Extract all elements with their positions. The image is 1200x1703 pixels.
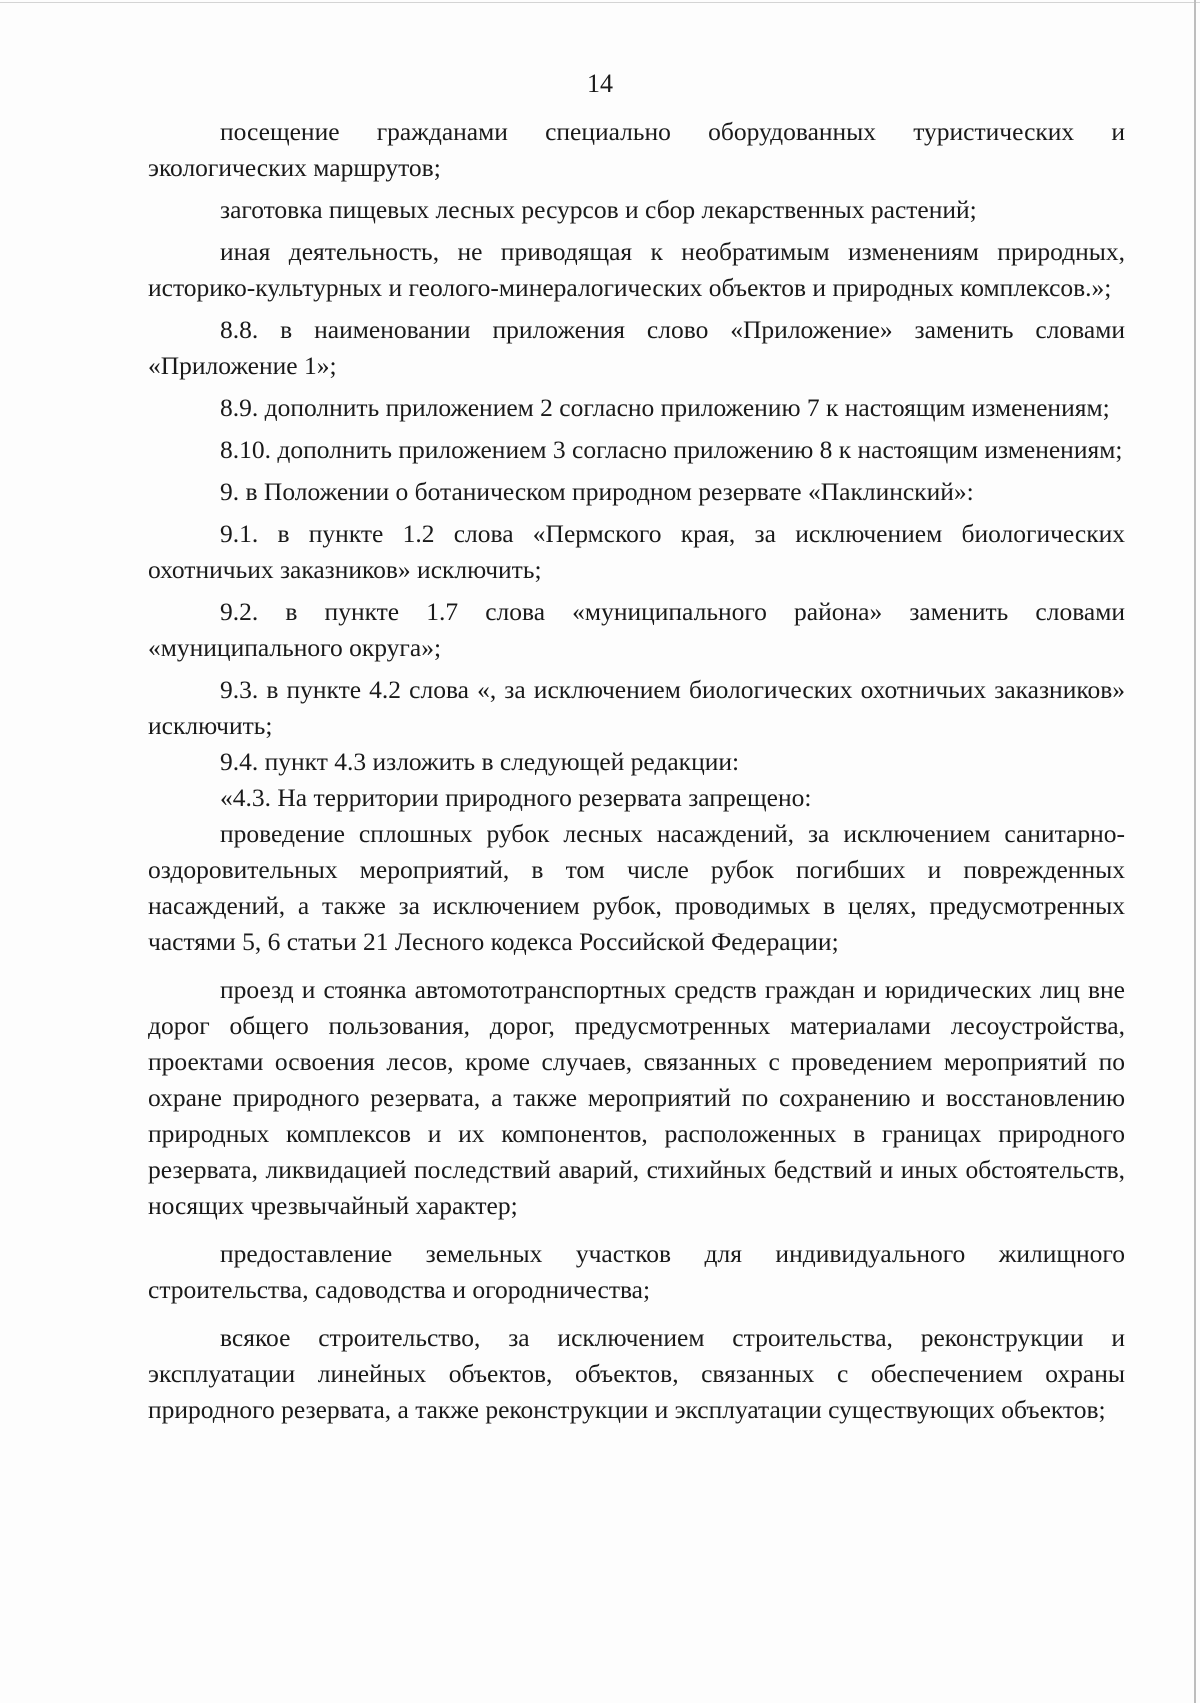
paragraph: 9.2. в пункте 1.7 слова «муниципального района» заменить словами «муниципального округа»; bbox=[148, 597, 1125, 662]
paragraph: 8.9. дополнить приложением 2 согласно приложению 7 к настоящим изменениям; bbox=[220, 393, 1110, 422]
paragraph: «4.3. На территории природного резервата запрещено: bbox=[220, 783, 812, 812]
paragraph: 9.1. в пункте 1.2 слова «Пермского края, за исключением биологических охотничьих заказников» исключить; bbox=[148, 519, 1125, 584]
paragraph: проведение сплошных рубок лесных насаждений, за исключением санитарно-оздоровительных мероприятий, в том числе рубок погибших и поврежденных насаждений, а также за исключением рубок, проводимых в целях, предусмотренных частями 5, 6 статьи 21 Лесного кодекса Российской Федерации; bbox=[148, 819, 1125, 956]
paragraph: иная деятельность, не приводящая к необратимым изменениям природных, историко-культурных и геолого-минералогических объектов и природных комплексов.»; bbox=[148, 237, 1125, 302]
paragraph: заготовка пищевых лесных ресурсов и сбор лекарственных растений; bbox=[220, 195, 977, 224]
paragraph: посещение гражданами специально оборудованных туристических и экологических маршрутов; bbox=[148, 117, 1125, 182]
scan-edge-right bbox=[1194, 0, 1196, 1703]
paragraph: предоставление земельных участков для индивидуального жилищного строительства, садоводства и огородничества; bbox=[148, 1239, 1125, 1304]
paragraph: 9.3. в пункте 4.2 слова «, за исключением биологических охотничьих заказников» исключить; bbox=[148, 675, 1125, 740]
paragraph: 9. в Положении о ботаническом природном резервате «Паклинский»: bbox=[220, 477, 974, 506]
paragraph: 8.8. в наименовании приложения слово «Приложение» заменить словами «Приложение 1»; bbox=[148, 315, 1125, 380]
paragraph: проезд и стоянка автомототранспортных средств граждан и юридических лиц вне дорог общего пользования, дорог, предусмотренных материалами лесоустройства, проектами освоения лесов, кроме случаев, связанных с проведением мероприятий по охране природного резервата, а также мероприятий по сохранению и восстановлению природных комплексов и их компонентов, расположенных в границах природного резервата, ликвидацией последствий аварий, стихийных бедствий и иных обстоятельств, носящих чрезвычайный характер; bbox=[148, 975, 1125, 1220]
document-body bbox=[148, 114, 1125, 1428]
paragraph: 8.10. дополнить приложением 3 согласно приложению 8 к настоящим изменениям; bbox=[220, 435, 1123, 464]
paragraph: всякое строительство, за исключением строительства, реконструкции и эксплуатации линейных объектов, объектов, связанных с обеспечением охраны природного резервата, а также реконструкции и эксплуатации существующих объектов; bbox=[148, 1323, 1125, 1424]
page-number: 14 bbox=[587, 69, 613, 98]
paragraph: 9.4. пункт 4.3 изложить в следующей редакции: bbox=[220, 747, 740, 776]
scan-edge-top bbox=[0, 2, 1200, 3]
